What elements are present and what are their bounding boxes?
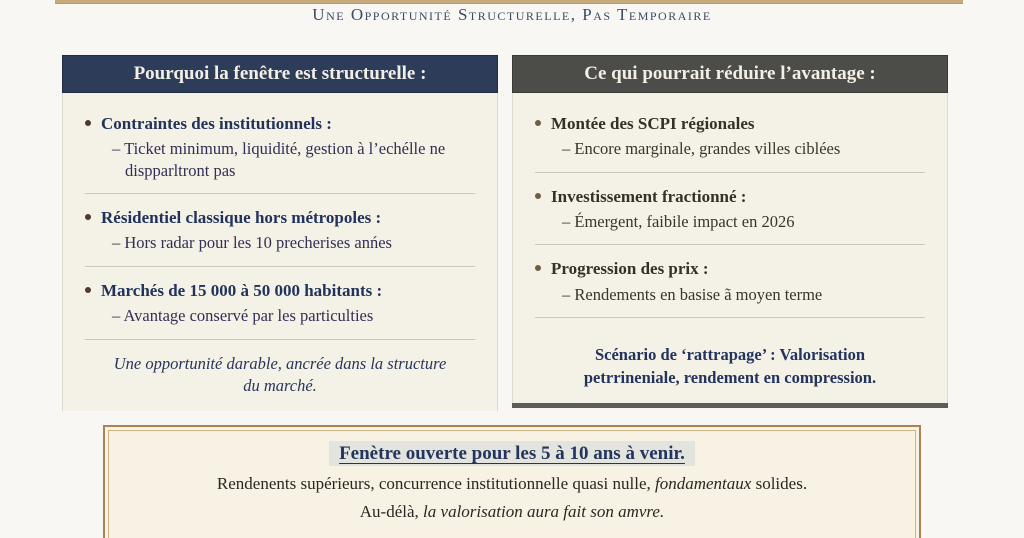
bullet-title-row [535, 186, 925, 207]
bullet-title: Résidentiel classique hors métropoles : [101, 208, 382, 228]
panel-risk-footer: Scénario de ‘rattrapage’ : Valorisation petrrineniale, rendement en compression. [583, 345, 877, 387]
bullet-icon [535, 193, 541, 199]
bullet-title: Investissement fractionné : [551, 186, 747, 206]
bullet-subtext: – Rendements en basise ã moyen terme [562, 284, 823, 304]
panel-risk-header: Ce qui pourrait réduire l’avantage : [512, 55, 948, 93]
conclusion-heading-text: Fenètre ouverte pour les 5 à 10 ans à venir. [329, 441, 695, 466]
bullet-title: Montée des SCPI régionales [551, 114, 755, 133]
panel-structural-footer: Une opportunité darable, ancrée dans la structure du marché. [113, 353, 447, 395]
bullet-title: Progression des prix : [551, 259, 709, 279]
list-item [85, 207, 475, 267]
conclusion-heading [109, 443, 915, 465]
bullet-title-row [535, 258, 925, 279]
bullet-title-row [535, 113, 925, 134]
bullet-title: Marchés de 15 000 à 50 000 habitants : [101, 280, 383, 300]
bullet-title: Contraintes des institutionnels : [101, 114, 332, 133]
list-item [535, 113, 925, 173]
bullet-title-row [85, 280, 475, 301]
list-item [535, 258, 925, 318]
bullet-subtext: – Encore marginale, grandes villes ciblées [562, 139, 841, 159]
panel-structural-body [62, 93, 498, 411]
panel-structural-reasons [62, 55, 498, 408]
conclusion-line-1-text: Rendenents supérieurs, concurrence institutionnelle quasi nulle, [216, 474, 656, 493]
conclusion-line-2-emphasis: la valorisation aura fait son amvre. [423, 502, 665, 521]
panel-risk-body [512, 93, 948, 403]
bullet-title-row [85, 207, 475, 228]
bullet-subtext: – Hors radar pour les 10 precherises anńes [112, 233, 392, 253]
bullet-title-row [85, 113, 475, 134]
panels-row [62, 55, 948, 408]
bullet-icon [535, 120, 541, 126]
panel-risk-factors [512, 55, 948, 408]
bullet-icon [535, 265, 541, 271]
bullet-icon [85, 120, 91, 126]
panel-structural-header: Pourquoi la fenêtre est structurelle : [62, 55, 498, 93]
bullet-subtext: – Émergent, faibile impact en 2026 [562, 211, 795, 231]
bullet-subtext: – Ticket minimum, liquidité, gestion à l’echélle ne dispparltront pas [112, 139, 446, 180]
list-item [85, 113, 475, 194]
bullet-subtext: – Avantage conservé par les particulties [112, 306, 374, 326]
top-divider-line [55, 0, 963, 4]
list-item [85, 280, 475, 340]
conclusion-inner-frame [108, 430, 916, 538]
conclusion-line-2 [109, 502, 915, 522]
conclusion-line-2-text: Au-délà, [359, 502, 424, 521]
list-item [535, 186, 925, 246]
slide-title: Une Opportunité Structurelle, Pas Temporaire [312, 5, 712, 24]
conclusion-box [103, 425, 921, 538]
bullet-icon [85, 287, 91, 293]
bullet-icon [85, 214, 91, 220]
conclusion-line-1-tail: solides. [751, 474, 808, 493]
conclusion-line-1 [109, 474, 915, 494]
conclusion-line-1-emphasis: fondamentaux [655, 474, 752, 493]
